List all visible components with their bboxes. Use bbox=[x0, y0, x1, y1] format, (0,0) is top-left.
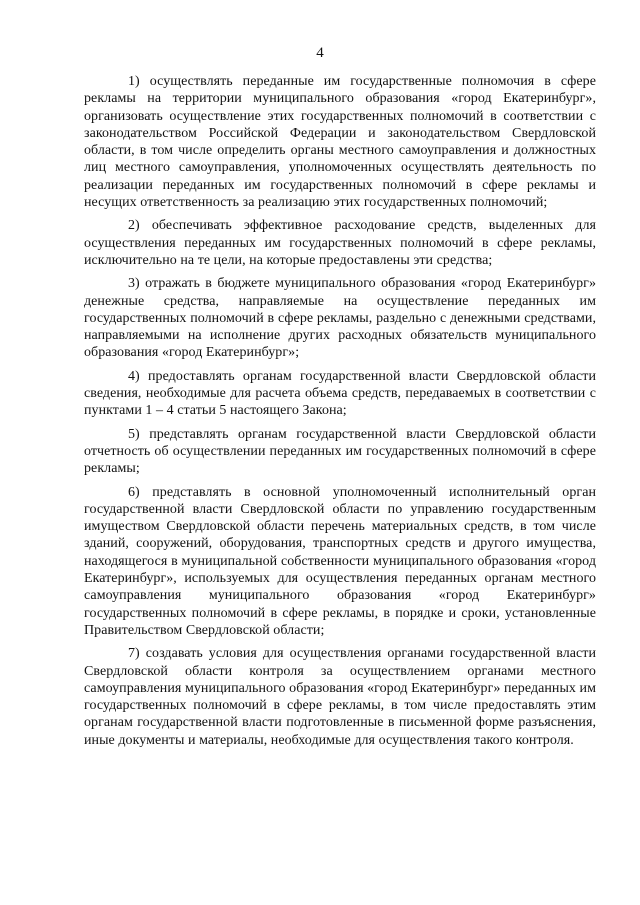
paragraph-item-3: 3) отражать в бюджете муниципального образования «город Екатеринбург» денежные средства, направляемые на осуществление переданных им государственных полномочий в сфере рекламы, раздельно с денежными средствами, направляемыми на исполнение других расходных обязательств муниципального образования «город Екатеринбург»; bbox=[84, 276, 596, 361]
paragraph-item-2: 2) обеспечивать эффективное расходование средств, выделенных для осуществления переданных им государственных полномочий в сфере рекламы, исключительно на те цели, на которые предоставлены эти средства; bbox=[84, 218, 596, 268]
page-number: 4 bbox=[316, 45, 324, 61]
paragraph-item-6: 6) представлять в основной уполномоченный исполнительный орган государственной власти Свердловской области по управлению государственным имуществом Свердловской области перечень материальных средств, в том числе зданий, сооружений, оборудования, транспортных средств и другого имущества, находящегося в муниципальной собственности муниципального образования «город Екатеринбург», используемых для осуществления переданных органам местного самоуправления муниципального образования «город Екатеринбург» государственных полномочий в сфере рекламы, в порядке и сроки, установленные Правительством Свердловской области; bbox=[84, 484, 596, 638]
paragraph-item-5: 5) представлять органам государственной власти Свердловской области отчетность об осуществлении переданных им государственных полномочий в сфере рекламы; bbox=[84, 426, 596, 477]
document-body bbox=[84, 73, 596, 755]
paragraph-item-7: 7) создавать условия для осуществления органами государственной власти Свердловской области контроля за осуществлением органами местного самоуправления муниципального образования «город Екатеринбург» переданных им государственных полномочий в сфере рекламы, в том числе предоставлять этим органам государственной власти подготовленные в письменной форме разъяснения, иные документы и материалы, необходимые для осуществления такого контроля. bbox=[84, 646, 596, 748]
paragraph-item-1: 1) осуществлять переданные им государственные полномочия в сфере рекламы на территории муниципального образования «город Екатеринбург», организовать осуществление этих государственных полномочий в соответствии с законодательством Российской Федерации и законодательством Свердловской области, в том числе определить органы местного самоуправления и должностных лиц местного самоуправления, уполномоченных осуществлять деятельность по реализации переданных им государственных полномочий в сфере рекламы и несущих ответственность за реализацию этих государственных полномочий; bbox=[84, 74, 596, 211]
paragraph-item-4: 4) предоставлять органам государственной власти Свердловской области сведения, необходимые для расчета объема средств, передаваемых в соответствии с пунктами 1 – 4 статьи 5 настоящего Закона; bbox=[84, 368, 596, 419]
